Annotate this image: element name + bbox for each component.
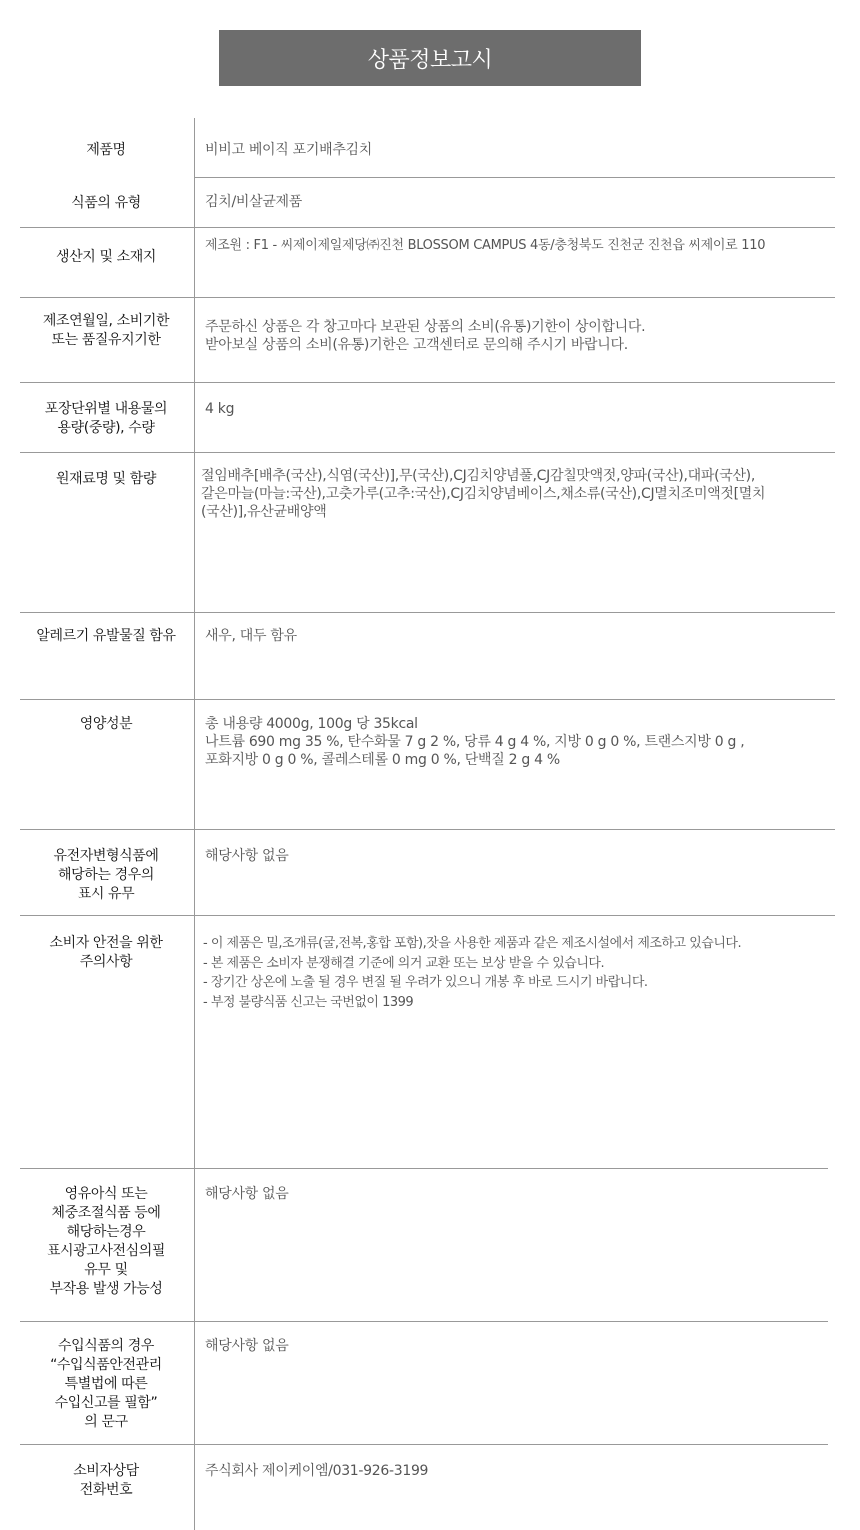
row-value-ingredients: 절임배추[배추(국산),식염(국산)],무(국산),CJ김치양념풀,CJ감칠맛액젓,양파(국산),대파(국산), 갈은마늘(마늘:국산),고춧가루(고추:국산),CJ김치양념베이스,채소류(국산),CJ멸치조미액젓[멸치 (국산)],유산균배양액 <box>201 468 766 520</box>
row-label-food-type: 식품의 유형 <box>71 195 141 211</box>
row-label-product-name: 제품명 <box>86 142 126 158</box>
row-label-safety: 소비자 안전을 위한 주의사항 <box>49 935 163 970</box>
row-divider <box>20 1321 828 1322</box>
row-value-imported-food: 해당사항 없음 <box>205 1338 289 1354</box>
row-value-product-name: 비비고 베이직 포기배추김치 <box>205 142 372 158</box>
row-value-contact: 주식회사 제이케이엠/031-926-3199 <box>205 1463 429 1479</box>
row-label-origin: 생산지 및 소재지 <box>56 249 156 265</box>
row-value-gmo: 해당사항 없음 <box>205 848 289 864</box>
row-divider <box>20 297 835 298</box>
row-divider <box>20 829 835 830</box>
row-divider <box>20 915 835 916</box>
row-divider <box>20 1444 828 1445</box>
row-value-nutrition: 총 내용량 4000g, 100g 당 35kcal 나트륨 690 mg 35 %, 탄수화물 7 g 2 %, 당류 4 g 4 %, 지방 0 g 0 %, 트랜스지방 0 g , 포화지방 0 g 0 %, 콜레스테롤 0 mg 0 %, 단백질 2 g 4 % <box>205 716 745 768</box>
page-title: 상품정보고시 <box>219 30 641 86</box>
row-divider <box>20 612 835 613</box>
row-divider <box>20 227 835 228</box>
row-value-food-type: 김치/비살균제품 <box>205 194 302 210</box>
row-divider <box>20 452 835 453</box>
row-label-capacity: 포장단위별 내용물의 용량(중량), 수량 <box>44 401 168 436</box>
row-divider <box>20 382 835 383</box>
row-divider <box>20 1168 828 1169</box>
row-label-contact: 소비자상담 전화번호 <box>73 1463 139 1498</box>
row-value-safety: - 이 제품은 밀,조개류(굴,전복,홍합 포함),잣을 사용한 제품과 같은 제조시설에서 제조하고 있습니다. - 본 제품은 소비자 분쟁해결 기준에 의거 교환 또는 보상 받을 수 있습니다. - 장기간 상온에 노출 될 경우 변질 될 우려가 있으니 개봉 후 바로 드시기 바랍니다. - 부정 불량식품 신고는 국번없이 1399 <box>203 936 742 1010</box>
row-value-expiry: 주문하신 상품은 각 창고마다 보관된 상품의 소비(유통)기한이 상이합니다. 받아보실 상품의 소비(유통)기한은 고객센터로 문의해 주시기 바랍니다. <box>205 319 646 353</box>
row-value-allergens: 새우, 대두 함유 <box>205 628 297 644</box>
row-label-allergens: 알레르기 유발물질 함유 <box>36 628 176 644</box>
row-divider <box>20 699 835 700</box>
row-label-ingredients: 원재료명 및 함량 <box>56 471 156 487</box>
row-value-capacity: 4 kg <box>205 401 235 417</box>
row-label-nutrition: 영양성분 <box>79 716 133 732</box>
column-divider <box>194 118 195 1530</box>
row-value-infant-food: 해당사항 없음 <box>205 1186 289 1202</box>
row-label-infant-food: 영유아식 또는 체중조절식품 등에 해당하는경우 표시광고사전심의필 유무 및 부작용 발생 가능성 <box>46 1186 166 1297</box>
row-label-imported-food: 수입식품의 경우 “수입식품안전관리 특별법에 따른 수입신고를 필함” 의 문구 <box>50 1338 162 1430</box>
row-label-gmo: 유전자변형식품에 해당하는 경우의 표시 유무 <box>53 848 159 902</box>
row-value-origin: 제조원 : F1 - 씨제이제일제당㈜진천 BLOSSOM CAMPUS 4동/충청북도 진천군 진천읍 씨제이로 110 <box>205 238 766 253</box>
row-label-expiry: 제조연월일, 소비기한 또는 품질유지기한 <box>42 313 170 348</box>
row-divider <box>194 177 835 178</box>
